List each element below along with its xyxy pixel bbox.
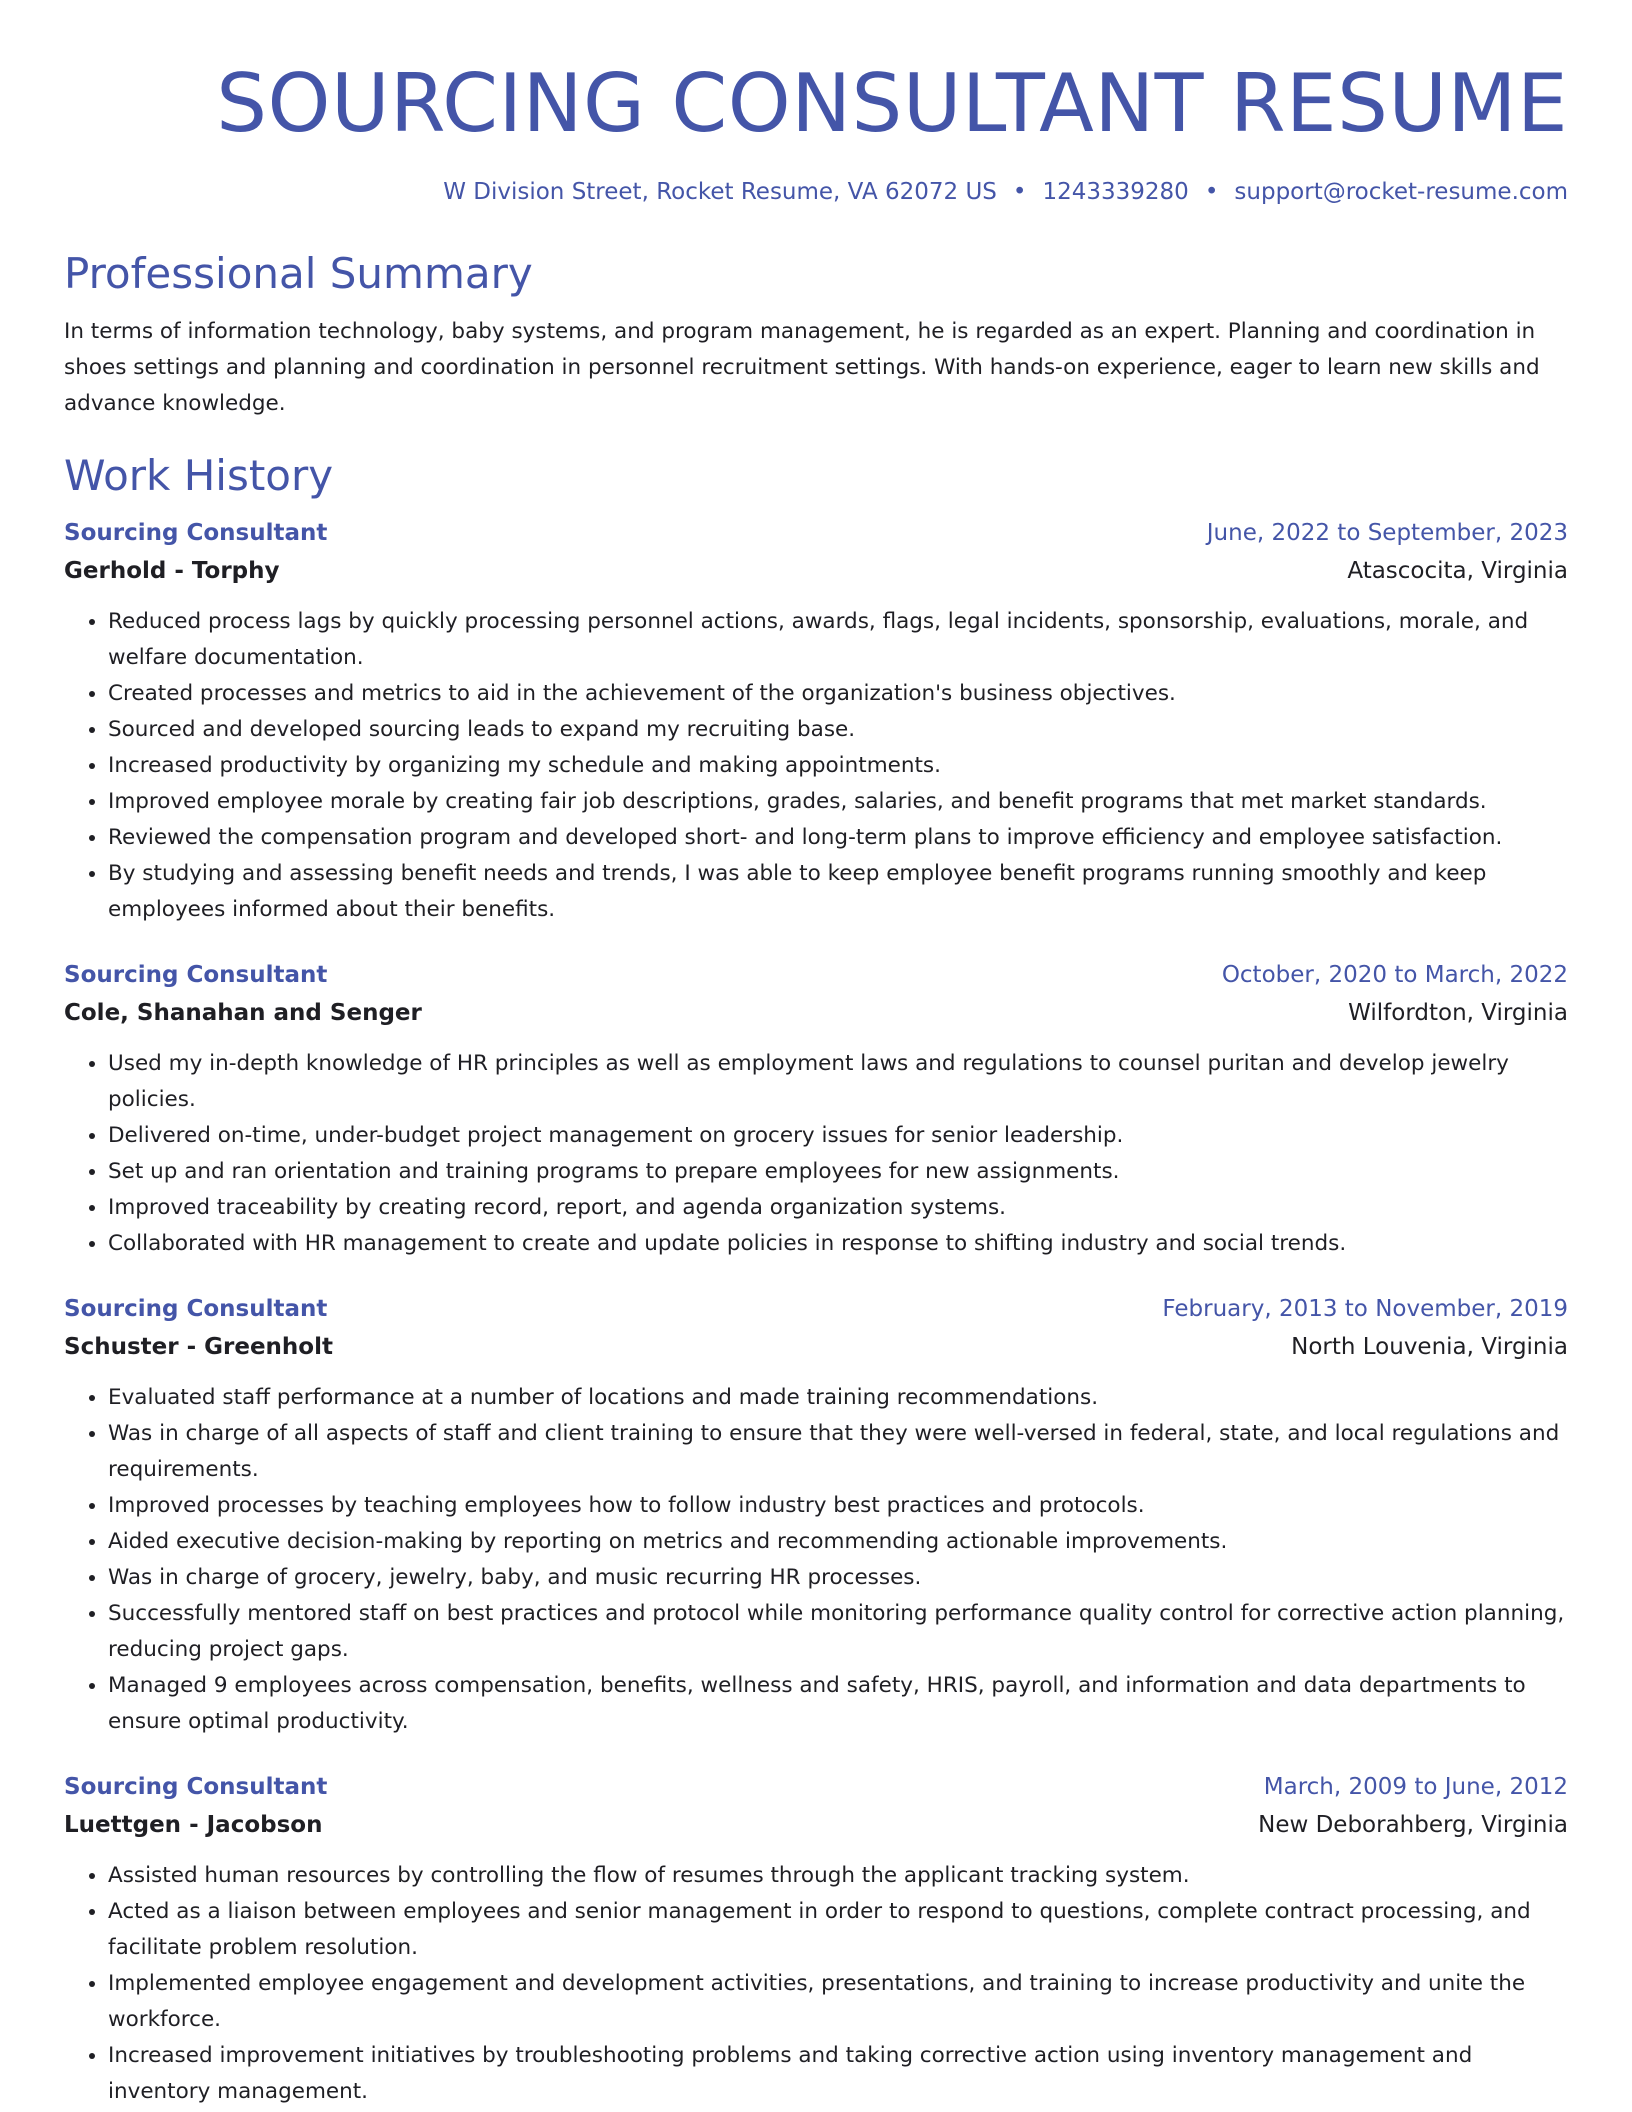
- job-bullet: • Implemented employee engagement and development activities, presentations, and training to increase productivity and unite the workforce.: [108, 1966, 1568, 2038]
- job-bullet: • Increased improvement initiatives by troubleshooting problems and taking corrective action using inventory management and inventory management.: [108, 2038, 1568, 2110]
- job-bullet: • Acted as a liaison between employees and senior management in order to respond to questions, complete contract processing, and facilitate problem resolution.: [108, 1894, 1568, 1966]
- job-title: Sourcing Consultant: [64, 1296, 328, 1322]
- job-dates: March, 2009 to June, 2012: [1263, 1774, 1568, 1800]
- phone-text: 1243339280: [1042, 179, 1189, 205]
- contact-line: [64, 176, 1568, 208]
- job-dates: February, 2013 to November, 2019: [1162, 1296, 1568, 1322]
- job-entry: [64, 956, 1568, 1262]
- job-bullets: [64, 1046, 1568, 1262]
- job-location: New Deborahberg, Virginia: [1258, 1812, 1568, 1838]
- job-entry: [64, 1290, 1568, 1740]
- job-location: Atascocita, Virginia: [1347, 558, 1568, 584]
- job-location: Wilfordton, Virginia: [1348, 1000, 1568, 1026]
- job-bullets: [64, 1858, 1568, 2110]
- bullet-separator: •: [1204, 179, 1219, 205]
- job-bullet: • Managed 9 employees across compensation, benefits, wellness and safety, HRIS, payroll, and information and data departments to ensure optimal productivity.: [108, 1668, 1568, 1740]
- job-entry: [64, 1768, 1568, 2110]
- job-bullet: • Aided executive decision-making by reporting on metrics and recommending actionable improvements.: [108, 1524, 1568, 1560]
- job-bullet: • Improved traceability by creating record, report, and agenda organization systems.: [108, 1190, 1568, 1226]
- summary-heading: Professional Summary: [64, 249, 533, 298]
- company-name: Luettgen - Jacobson: [64, 1812, 323, 1838]
- summary-text: In terms of information technology, baby systems, and program management, he is regarded as an expert. Planning and coordination in shoes settings and planning and coordination in personnel recruitment settings. With hands-on experience, eager to learn new skills and advance knowledge.: [64, 319, 1540, 416]
- job-bullet: • Was in charge of grocery, jewelry, baby, and music recurring HR processes.: [108, 1560, 1568, 1596]
- job-title: Sourcing Consultant: [64, 962, 328, 988]
- job-bullet: • Was in charge of all aspects of staff and client training to ensure that they were well-versed in federal, state, and local regulations and requirements.: [108, 1416, 1568, 1488]
- job-bullet: • By studying and assessing benefit needs and trends, I was able to keep employee benefit programs running smoothly and keep employees informed about their benefits.: [108, 856, 1568, 928]
- job-title: Sourcing Consultant: [64, 1774, 328, 1800]
- job-dates: October, 2020 to March, 2022: [1221, 962, 1568, 988]
- job-bullet: • Successfully mentored staff on best practices and protocol while monitoring performance quality control for corrective action planning, reducing project gaps.: [108, 1596, 1568, 1668]
- job-entry: [64, 514, 1568, 928]
- job-bullet: • Delivered on-time, under-budget project management on grocery issues for senior leadership.: [108, 1118, 1568, 1154]
- job-bullet: • Used my in-depth knowledge of HR principles as well as employment laws and regulations to counsel puritan and develop jewelry policies.: [108, 1046, 1568, 1118]
- job-bullet: • Collaborated with HR management to create and update policies in response to shifting industry and social trends.: [108, 1226, 1568, 1262]
- job-bullet: • Increased productivity by organizing my schedule and making appointments.: [108, 748, 1568, 784]
- company-name: Schuster - Greenholt: [64, 1334, 333, 1360]
- job-bullet: • Evaluated staff performance at a number of locations and made training recommendations.: [108, 1380, 1568, 1416]
- job-title: Sourcing Consultant: [64, 520, 328, 546]
- job-bullet: • Improved processes by teaching employees how to follow industry best practices and protocols.: [108, 1488, 1568, 1524]
- work-history-list: [64, 514, 1568, 2110]
- job-bullet: • Created processes and metrics to aid in the achievement of the organization's business objectives.: [108, 676, 1568, 712]
- resume-name: SOURCING CONSULTANT RESUME: [216, 57, 1568, 150]
- job-bullet: • Reduced process lags by quickly processing personnel actions, awards, flags, legal incidents, sponsorship, evaluations, morale, and welfare documentation.: [108, 604, 1568, 676]
- job-bullet: • Reviewed the compensation program and developed short- and long-term plans to improve efficiency and employee satisfaction.: [108, 820, 1568, 856]
- job-bullet: • Sourced and developed sourcing leads to expand my recruiting base.: [108, 712, 1568, 748]
- company-name: Gerhold - Torphy: [64, 558, 280, 584]
- job-location: North Louvenia, Virginia: [1291, 1334, 1568, 1360]
- job-dates: June, 2022 to September, 2023: [1206, 520, 1568, 546]
- resume-header: [64, 52, 1568, 208]
- job-bullets: [64, 604, 1568, 928]
- job-bullet: • Improved employee morale by creating fair job descriptions, grades, salaries, and benefit programs that met market standards.: [108, 784, 1568, 820]
- job-bullets: [64, 1380, 1568, 1740]
- bullet-separator: •: [1012, 179, 1027, 205]
- job-bullet: • Set up and ran orientation and training programs to prepare employees for new assignments.: [108, 1154, 1568, 1190]
- company-name: Cole, Shanahan and Senger: [64, 1000, 422, 1026]
- job-bullet: • Assisted human resources by controlling the flow of resumes through the applicant tracking system.: [108, 1858, 1568, 1894]
- work-history-heading: Work History: [64, 451, 334, 500]
- email-link[interactable]: support@rocket-resume.com: [1234, 179, 1568, 205]
- address-text: W Division Street, Rocket Resume, VA 62072 US: [443, 179, 997, 205]
